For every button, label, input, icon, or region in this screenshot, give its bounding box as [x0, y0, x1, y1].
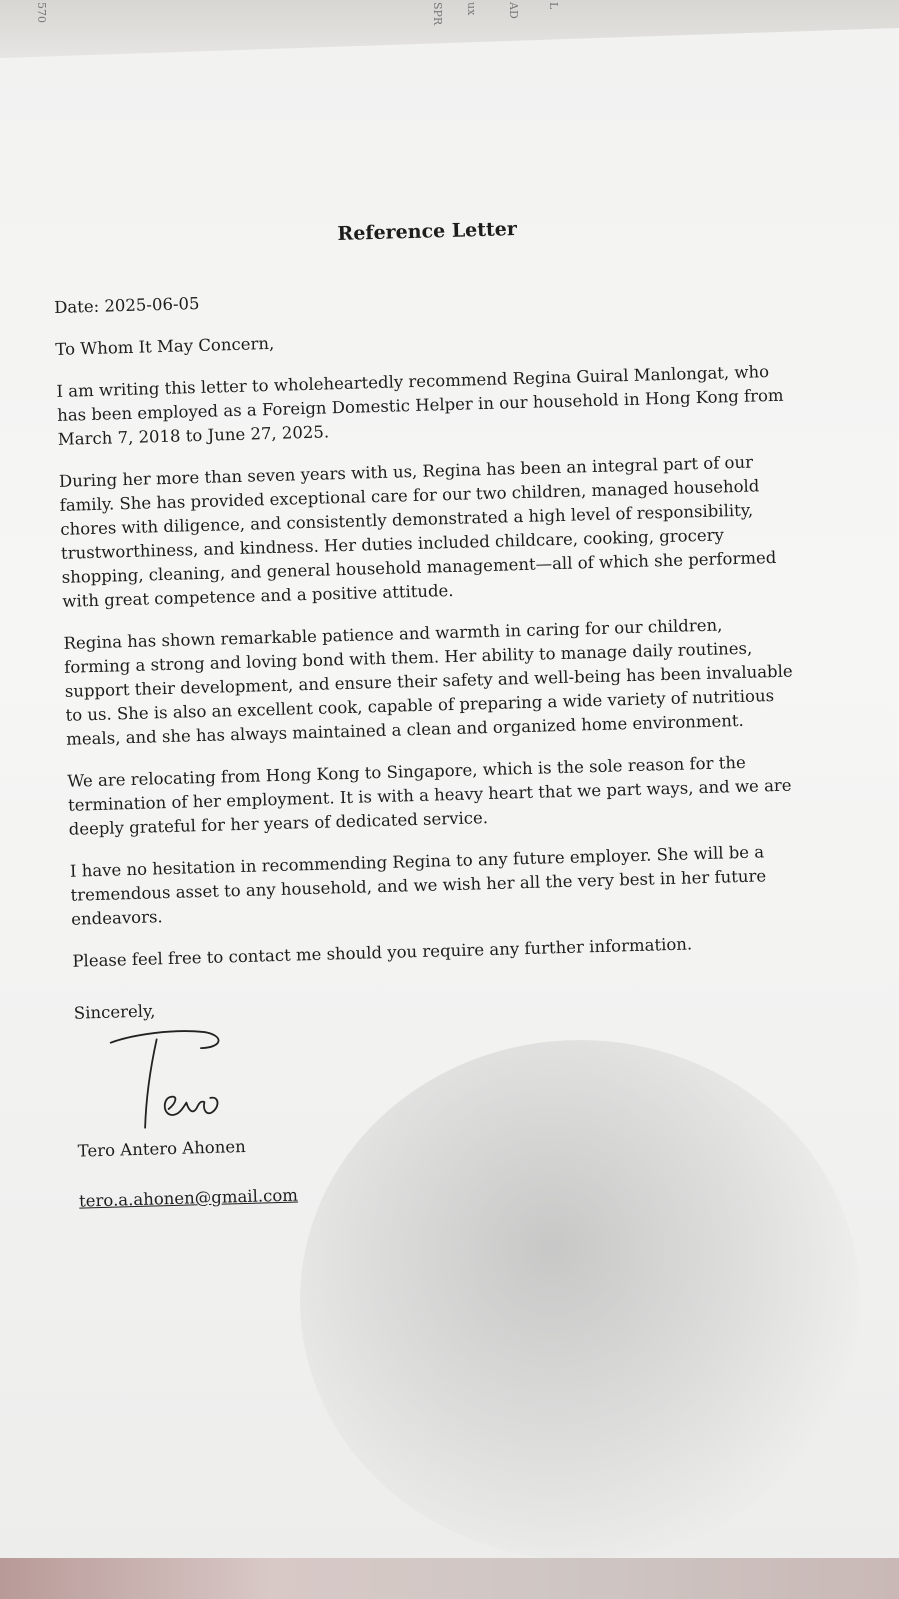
letter-paragraph-2: During her more than seven years with us, Regina has been an integral part of our family. She has provided exceptional care for our two children, managed household chores with diligence, and consistently demonstrated a high level of responsibility, trustworthiness, and kindness. Her duties included childcare, cooking, grocery shopping, cleaning, and general household management—all of which she performed with great competence and a positive attitude.	[58, 452, 777, 611]
letter-paragraph-6: Please feel free to contact me should you require any further information.	[72, 934, 693, 971]
background-text: 570	[35, 2, 48, 23]
signer-name: Tero Antero Ahonen	[77, 1136, 246, 1161]
background-text: AD	[507, 2, 520, 19]
background-text: L	[547, 2, 560, 10]
letter-salutation: To Whom It May Concern,	[55, 333, 275, 359]
letter-date: Date: 2025-06-05	[53, 293, 200, 317]
reference-letter	[52, 210, 809, 1214]
background-text: SPR	[431, 2, 444, 26]
letter-title: Reference Letter	[337, 218, 518, 246]
letter-paragraph-4: We are relocating from Hong Kong to Singapore, which is the sole reason for the termination of her employment. It is with a heavy heart that we part ways, and we are deeply grateful for her years of dedicated service.	[67, 752, 792, 839]
letter-closing: Sincerely,	[73, 1001, 156, 1023]
signer-email-link[interactable]: tero.a.ahonen@gmail.com	[78, 1185, 299, 1211]
background-text: ux	[465, 2, 478, 16]
letter-paragraph-1: I am writing this letter to wholeheartedly recommend Regina Guiral Manlongat, who has been employed as a Foreign Domestic Helper in our household in Hong Kong from March 7, 2018 to June 27, 2025.	[56, 362, 784, 449]
signature-image	[104, 1020, 267, 1134]
letter-paragraph-3: Regina has shown remarkable patience and warmth in caring for our children, forming a strong and loving bond with them. Her ability to manage daily routines, support their development, and ensure their safety and well-being has been invaluable to us. She is also an excellent cook, capable of preparing a wide variety of nutritious meals, and she has always maintained a clean and organized home environment.	[63, 615, 793, 749]
letter-paragraph-5: I have no hesitation in recommending Regina to any future employer. She will be a tremendous asset to any household, and we wish her all the very best in her future endeavors.	[69, 842, 767, 929]
